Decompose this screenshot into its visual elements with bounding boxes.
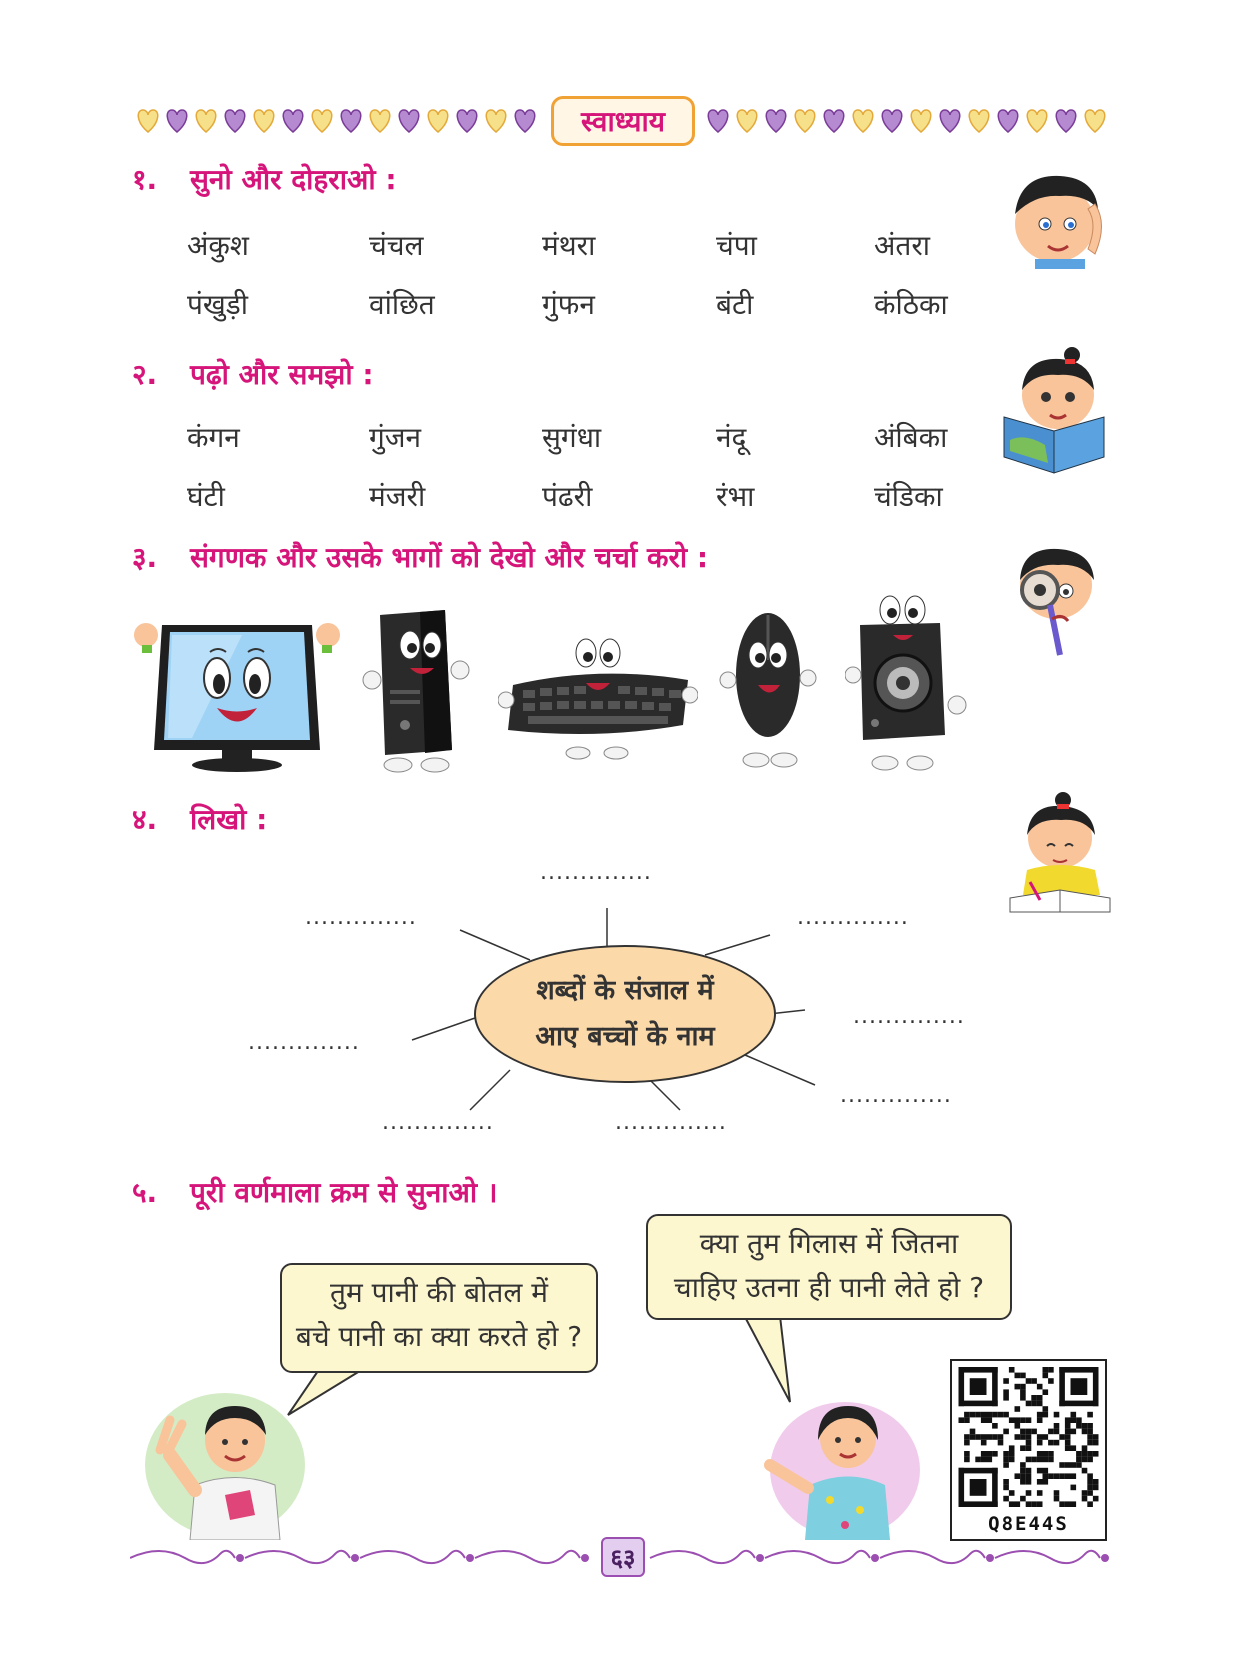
page-number: ६३ [601,1537,645,1577]
question-text: पूरी वर्णमाला क्रम से सुनाओ । [190,1176,498,1209]
name-blank: .............. [382,1110,494,1135]
word: चंचल [369,229,424,262]
qr-code-label: Q8E44S [988,1513,1069,1535]
word: चंडिका [874,480,943,513]
name-blank: .............. [615,1110,727,1135]
word: गुंफन [542,288,595,321]
girl-illustration [760,1390,920,1540]
name-blank: .............. [797,905,909,930]
word: बंटी [716,288,754,321]
question-text: लिखो : [190,803,268,836]
name-blank: .............. [540,860,652,885]
word: पंखुड़ी [187,288,249,321]
word: चंपा [716,229,757,262]
word: घंटी [187,480,225,513]
question-number: १. [132,163,158,196]
question-text: सुनो और दोहराओ : [190,163,397,196]
word: अंकुश [187,229,249,262]
word: कंठिका [874,288,948,321]
word: गुंजन [369,421,422,454]
center-text-line1: शब्दों के संजाल में [536,975,714,1006]
word: मंथरा [542,229,596,262]
question-text: पढ़ो और समझो : [190,358,374,391]
speech-bubble-right [646,1214,1012,1320]
qr-code-icon [957,1367,1100,1507]
bubble-text-line1: क्या तुम गिलास में जितना [699,1227,959,1260]
word: कंगन [187,421,240,454]
word: रंभा [716,480,755,513]
page-title: स्वाध्याय [551,96,695,146]
word: पंढरी [542,480,593,513]
boy-illustration [140,1390,310,1540]
word: अंबिका [874,421,948,454]
name-blank: .............. [840,1083,952,1108]
name-blank: .............. [305,905,417,930]
speech-bubble-left [280,1263,598,1373]
question-number: ४. [132,803,158,836]
bubble-text-line2: चाहिए उतना ही पानी लेते हो ? [673,1271,985,1304]
word: अंतरा [874,229,931,262]
question-number: २. [132,358,158,391]
qr-code [950,1359,1107,1541]
word: नंदू [716,421,747,454]
word: मंजरी [369,480,426,513]
question-number: ३. [132,541,158,574]
word: सुगंधा [542,421,602,454]
center-text-line2: आए बच्चों के नाम [535,1021,715,1052]
bubble-text-line1: तुम पानी की बोतल में [330,1276,548,1309]
bubble-text-line2: बचे पानी का क्या करते हो ? [295,1320,583,1353]
question-number: ५. [132,1176,158,1209]
question-text: संगणक और उसके भागों को देखो और चर्चा करो : [190,541,709,574]
name-blank: .............. [853,1004,965,1029]
name-blank: .............. [248,1030,360,1055]
word: वांछित [369,288,435,321]
